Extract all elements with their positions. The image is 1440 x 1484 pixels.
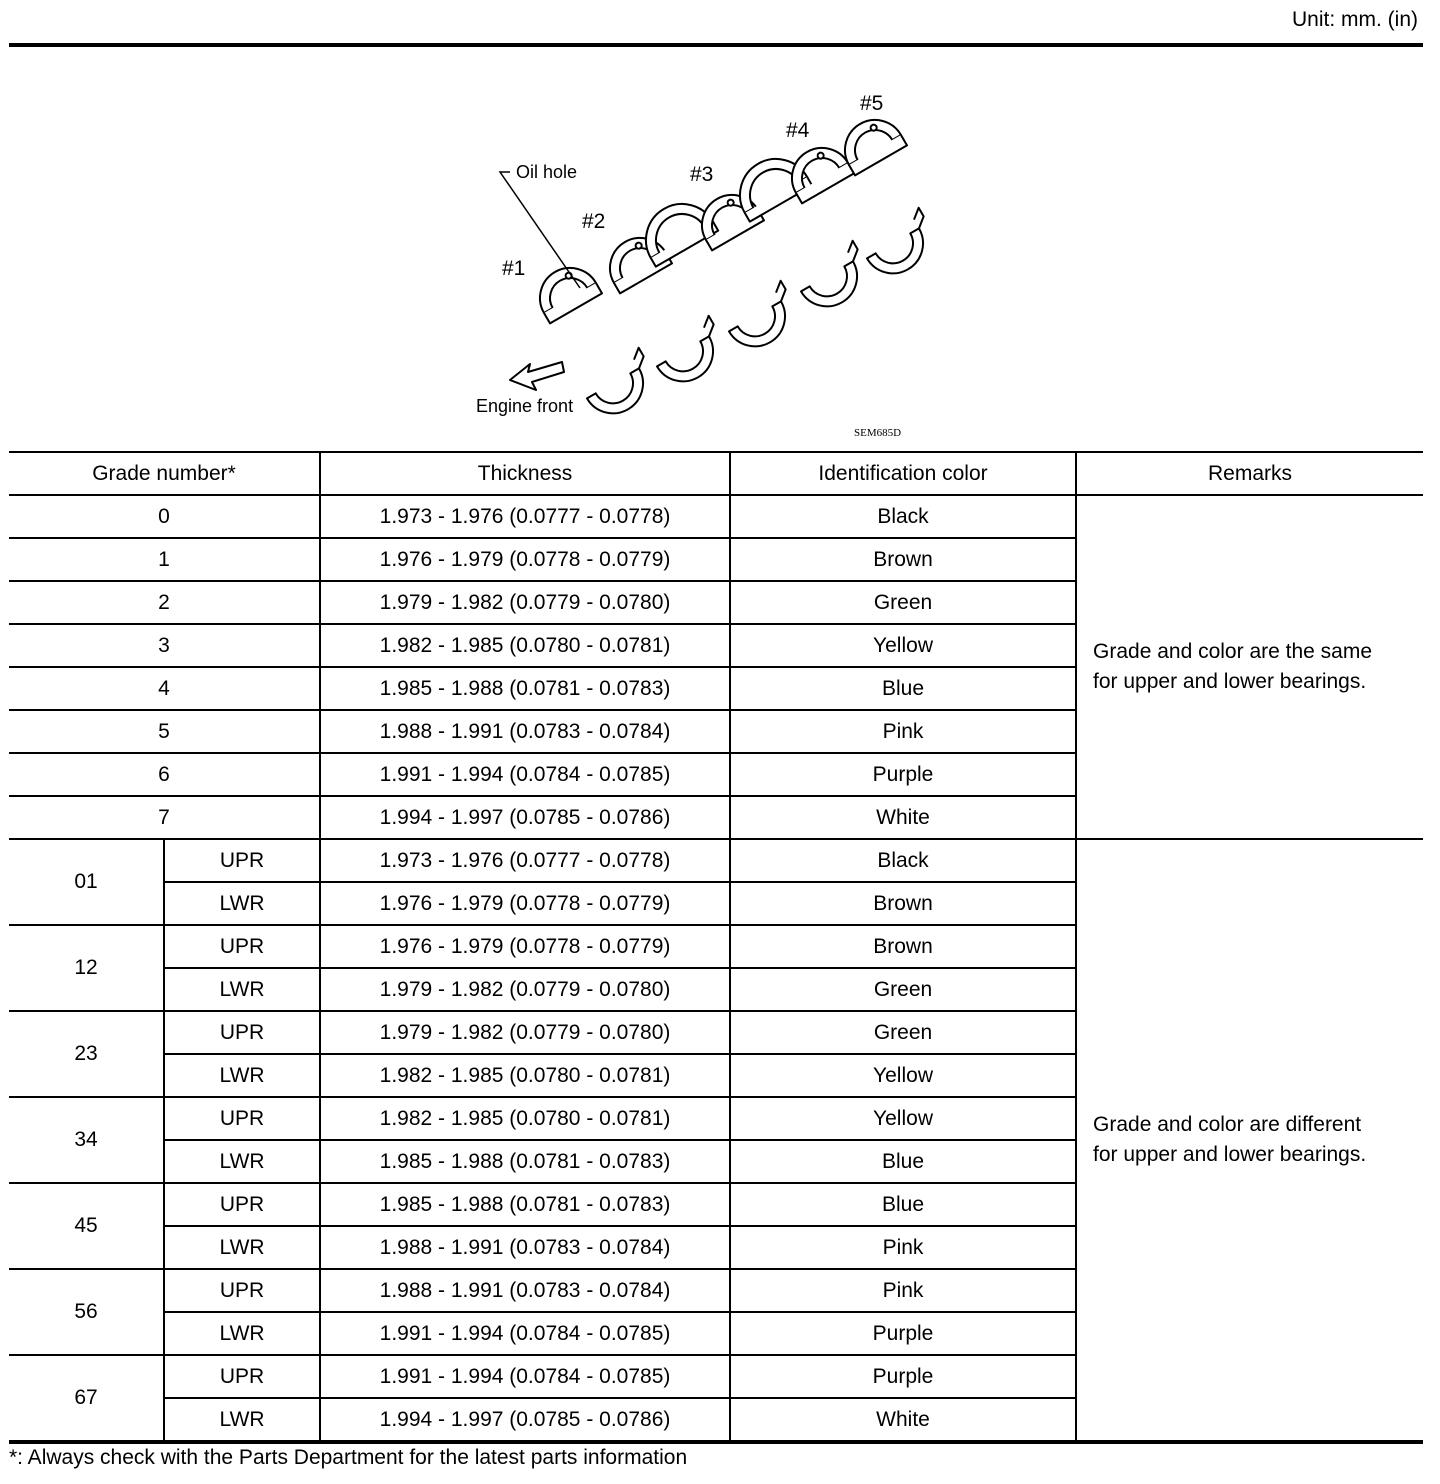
grade-pair-cell: 56: [9, 1269, 164, 1355]
lower-bearing-5: [858, 208, 943, 285]
bearing-grade-table: [9, 451, 1423, 1444]
color-cell: Green: [730, 1011, 1076, 1054]
thickness-header: Thickness: [320, 452, 730, 495]
bearing-illustration: [470, 80, 950, 448]
bearing-diagram: [470, 80, 950, 448]
thickness-cell: 1.976 - 1.979 (0.0778 - 0.0779): [320, 925, 730, 968]
grade-header: Grade number*: [9, 452, 320, 495]
grade-cell: 0: [9, 495, 320, 538]
grade-cell: 3: [9, 624, 320, 667]
thickness-cell: 1.982 - 1.985 (0.0780 - 0.0781): [320, 1097, 730, 1140]
thickness-cell: 1.988 - 1.991 (0.0783 - 0.0784): [320, 1269, 730, 1312]
engine-front-label: Engine front: [476, 396, 574, 416]
color-cell: Brown: [730, 538, 1076, 581]
thickness-cell: 1.991 - 1.994 (0.0784 - 0.0785): [320, 1312, 730, 1355]
grade-pair-cell: 12: [9, 925, 164, 1011]
unit-label: Unit: mm. (in): [1292, 8, 1418, 31]
color-header: Identification color: [730, 452, 1076, 495]
remarks-same-cell: [1076, 495, 1423, 839]
grade-cell: 6: [9, 753, 320, 796]
color-cell: Green: [730, 581, 1076, 624]
remarks-header: Remarks: [1076, 452, 1423, 495]
color-cell: Blue: [730, 1140, 1076, 1183]
color-cell: Yellow: [730, 1097, 1076, 1140]
thickness-cell: 1.973 - 1.976 (0.0777 - 0.0778): [320, 495, 730, 538]
position-cell: LWR: [164, 1054, 320, 1097]
thickness-cell: 1.991 - 1.994 (0.0784 - 0.0785): [320, 753, 730, 796]
grade-cell: 1: [9, 538, 320, 581]
lower-bearing-2: [648, 316, 733, 393]
position-cell: UPR: [164, 925, 320, 968]
remarks-diff-cell: [1076, 839, 1423, 1442]
lower-bearing-3: [720, 281, 805, 358]
color-cell: Yellow: [730, 624, 1076, 667]
thickness-cell: 1.985 - 1.988 (0.0781 - 0.0783): [320, 1183, 730, 1226]
grade-pair-cell: 67: [9, 1355, 164, 1442]
top-rule: [9, 43, 1423, 47]
position-cell: UPR: [164, 1011, 320, 1054]
thickness-cell: 1.982 - 1.985 (0.0780 - 0.0781): [320, 1054, 730, 1097]
remarks-line: Grade and color are different: [1093, 1113, 1362, 1136]
remarks-line: Grade and color are the same: [1093, 640, 1373, 663]
figure-code: SEM685D: [854, 427, 902, 439]
thickness-cell: 1.991 - 1.994 (0.0784 - 0.0785): [320, 1355, 730, 1398]
position-cell: LWR: [164, 882, 320, 925]
thickness-cell: 1.982 - 1.985 (0.0780 - 0.0781): [320, 624, 730, 667]
bearing-label-1: #1: [502, 257, 526, 280]
grade-pair-cell: 23: [9, 1011, 164, 1097]
table-header-row: [9, 452, 1423, 495]
bearing-label-5: #5: [860, 92, 884, 115]
thickness-cell: 1.985 - 1.988 (0.0781 - 0.0783): [320, 667, 730, 710]
thickness-cell: 1.988 - 1.991 (0.0783 - 0.0784): [320, 1226, 730, 1269]
thickness-cell: 1.979 - 1.982 (0.0779 - 0.0780): [320, 581, 730, 624]
thickness-cell: 1.994 - 1.997 (0.0785 - 0.0786): [320, 796, 730, 839]
bearing-label-2: #2: [582, 210, 606, 233]
grade-pair-cell: 45: [9, 1183, 164, 1269]
color-cell: Yellow: [730, 1054, 1076, 1097]
thickness-cell: 1.976 - 1.979 (0.0778 - 0.0779): [320, 538, 730, 581]
thickness-cell: 1.988 - 1.991 (0.0783 - 0.0784): [320, 710, 730, 753]
position-cell: UPR: [164, 1269, 320, 1312]
color-cell: Green: [730, 968, 1076, 1011]
thickness-cell: 1.985 - 1.988 (0.0781 - 0.0783): [320, 1140, 730, 1183]
engine-front-arrow-icon: [510, 362, 564, 390]
color-cell: Brown: [730, 882, 1076, 925]
thickness-cell: 1.973 - 1.976 (0.0777 - 0.0778): [320, 839, 730, 882]
color-cell: Black: [730, 839, 1076, 882]
color-cell: Pink: [730, 1269, 1076, 1312]
grade-cell: 2: [9, 581, 320, 624]
position-cell: LWR: [164, 1312, 320, 1355]
remarks-line: for upper and lower bearings.: [1093, 1143, 1367, 1166]
grade-cell: 4: [9, 667, 320, 710]
lower-bearing-4: [792, 241, 877, 318]
remarks-line: for upper and lower bearings.: [1093, 670, 1367, 693]
color-cell: Purple: [730, 753, 1076, 796]
position-cell: LWR: [164, 1226, 320, 1269]
color-cell: Pink: [730, 1226, 1076, 1269]
table-row: [9, 495, 1423, 538]
bearing-label-3: #3: [690, 163, 714, 186]
position-cell: UPR: [164, 1097, 320, 1140]
position-cell: LWR: [164, 968, 320, 1011]
thickness-cell: 1.976 - 1.979 (0.0778 - 0.0779): [320, 882, 730, 925]
grade-pair-cell: 01: [9, 839, 164, 925]
table-body: [9, 495, 1423, 1442]
position-cell: UPR: [164, 1183, 320, 1226]
position-cell: UPR: [164, 1355, 320, 1398]
position-cell: LWR: [164, 1140, 320, 1183]
grade-cell: 5: [9, 710, 320, 753]
position-cell: UPR: [164, 839, 320, 882]
color-cell: Blue: [730, 1183, 1076, 1226]
color-cell: Black: [730, 495, 1076, 538]
table-row: [9, 839, 1423, 882]
color-cell: Purple: [730, 1312, 1076, 1355]
color-cell: Pink: [730, 710, 1076, 753]
thickness-cell: 1.979 - 1.982 (0.0779 - 0.0780): [320, 1011, 730, 1054]
color-cell: Blue: [730, 667, 1076, 710]
color-cell: Brown: [730, 925, 1076, 968]
color-cell: White: [730, 1398, 1076, 1442]
color-cell: White: [730, 796, 1076, 839]
thickness-cell: 1.994 - 1.997 (0.0785 - 0.0786): [320, 1398, 730, 1442]
lower-bearing-1: [578, 348, 663, 425]
color-cell: Purple: [730, 1355, 1076, 1398]
bearing-label-4: #4: [786, 119, 810, 142]
thickness-cell: 1.979 - 1.982 (0.0779 - 0.0780): [320, 968, 730, 1011]
oil-hole-label: Oil hole: [516, 162, 578, 182]
position-cell: LWR: [164, 1398, 320, 1442]
grade-cell: 7: [9, 796, 320, 839]
footnote: *: Always check with the Parts Department for the latest parts information: [9, 1446, 688, 1469]
grade-pair-cell: 34: [9, 1097, 164, 1183]
